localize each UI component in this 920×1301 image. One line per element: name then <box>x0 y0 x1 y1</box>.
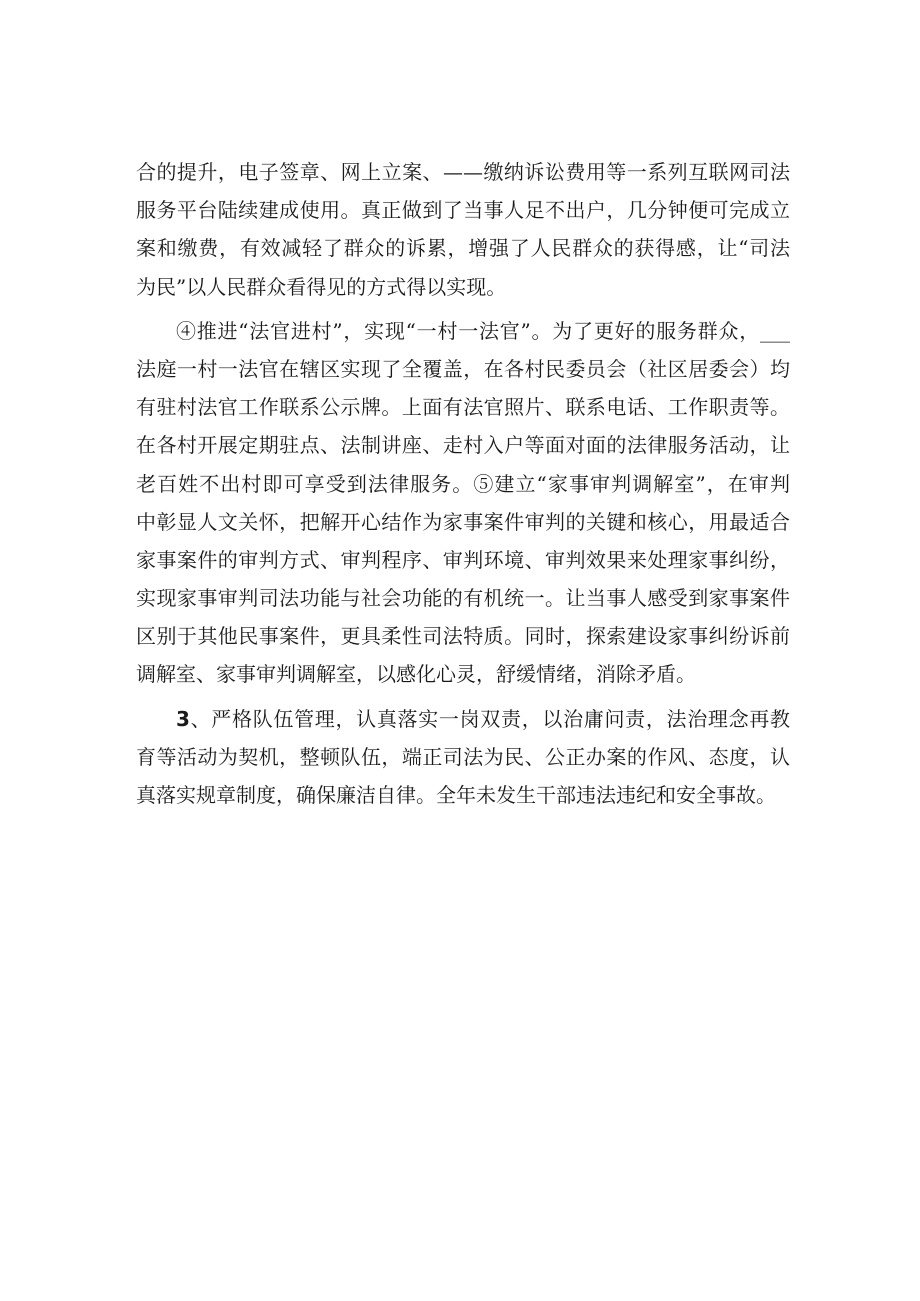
text-line: 区别于其他民事案件，更具柔性司法特质。同时，探索建设家事纠纷诉前 <box>136 624 790 649</box>
text-line: 合的提升，电子签章、网上立案、——缴纳诉讼费用等一系列互联网司法 <box>136 160 790 184</box>
text-line: 老百姓不出村即可享受到法律服务。⑤建立“家事审判调解室”，在审判 <box>136 471 790 496</box>
paragraph-team-management <box>136 700 790 815</box>
paragraph-judges-in-villages <box>136 312 790 694</box>
section-number: 3 <box>176 706 190 731</box>
text-line: 为民”以人民群众看得见的方式得以实现。 <box>136 274 507 299</box>
document-body <box>136 153 790 814</box>
text-line: 家事案件的审判方式、审判程序、审判环境、审判效果来处理家事纠纷， <box>136 547 790 572</box>
text-line: 有驻村法官工作联系公示牌。上面有法官照片、联系电话、工作职责等。 <box>136 395 790 420</box>
text-line: 案和缴费，有效减轻了群众的诉累，增强了人民群众的获得感，让“司法 <box>136 236 790 261</box>
text-line-content: 、严格队伍管理，认真落实一岗双责，以治庸问责，法治理念再教 <box>189 706 790 731</box>
text-line: 法庭一村一法官在辖区实现了全覆盖，在各村民委员会（社区居委会）均 <box>136 356 790 381</box>
text-line: 中彰显人文关怀，把解开心结作为家事案件审判的关键和核心，用最适合 <box>136 509 790 534</box>
text-line <box>136 700 790 738</box>
text-line: 育等活动为契机，整顿队伍，端正司法为民、公正办案的作风、态度，认 <box>136 744 790 769</box>
text-line: 调解室、家事审判调解室，以感化心灵，舒缓情绪，消除矛盾。 <box>136 662 696 687</box>
text-line: 实现家事审判司法功能与社会功能的有机统一。让当事人感受到家事案件 <box>136 586 790 611</box>
text-line: ④推进“法官进村”，实现“一村一法官”。为了更好的服务群众，___ <box>176 318 790 343</box>
text-line: 真落实规章制度，确保廉洁自律。全年未发生干部违法违纪和安全事故。 <box>136 783 776 807</box>
paragraph-continuation <box>136 153 790 306</box>
text-line: 在各村开展定期驻点、法制讲座、走村入户等面对面的法律服务活动，让 <box>136 433 790 458</box>
text-line: 服务平台陆续建成使用。真正做到了当事人足不出户，几分钟便可完成立 <box>136 198 790 223</box>
